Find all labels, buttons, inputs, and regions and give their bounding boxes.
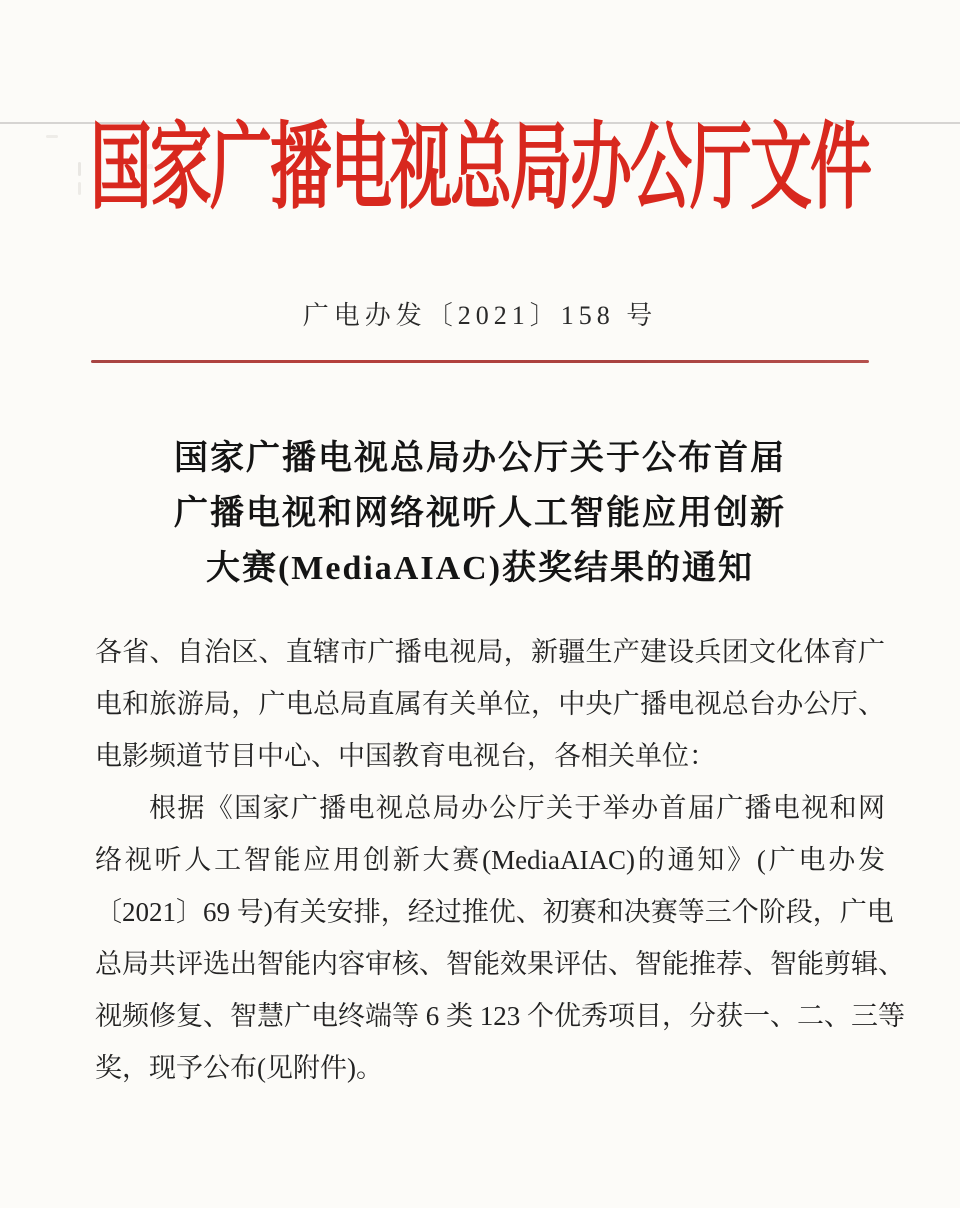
body-line-paragraph: 总局共评选出智能内容审核、智能效果评估、智能推荐、智能剪辑、 [95, 949, 905, 979]
document-number: 广电办发〔2021〕158 号 [302, 301, 658, 330]
document-header-banner: 国家广播电视总局办公厅文件 [89, 117, 870, 221]
body-line-paragraph: 奖，现予公布(见附件)。 [95, 1053, 383, 1083]
body-line-recipients: 各省、自治区、直辖市广播电视局，新疆生产建设兵团文化体育广 [95, 637, 885, 667]
body-line-paragraph: 络视听人工智能应用创新大赛(MediaAIAC)的通知》(广电办发 [95, 845, 885, 875]
body-line-recipients: 电和旅游局，广电总局直属有关单位，中央广播电视总台办公厅、 [95, 689, 885, 719]
body-line-recipients: 电影频道节目中心、中国教育电视台，各相关单位： [95, 741, 716, 771]
red-divider-rule [91, 360, 869, 363]
document-title-line: 大赛(MediaAIAC)获奖结果的通知 [205, 550, 755, 587]
document-body [95, 626, 905, 1094]
body-line-paragraph: 根据《国家广播电视总局办公厅关于举办首届广播电视和网 [149, 793, 885, 823]
document-title-line: 广播电视和网络视听人工智能应用创新 [174, 495, 786, 532]
document-title-line: 国家广播电视总局办公厅关于公布首届 [174, 440, 786, 477]
body-line-paragraph: 〔2021〕69 号)有关安排，经过推优、初赛和决赛等三个阶段，广电 [95, 897, 894, 927]
document-title [0, 431, 960, 596]
body-line-paragraph: 视频修复、智慧广电终端等 6 类 123 个优秀项目，分获一、二、三等 [95, 1001, 905, 1031]
